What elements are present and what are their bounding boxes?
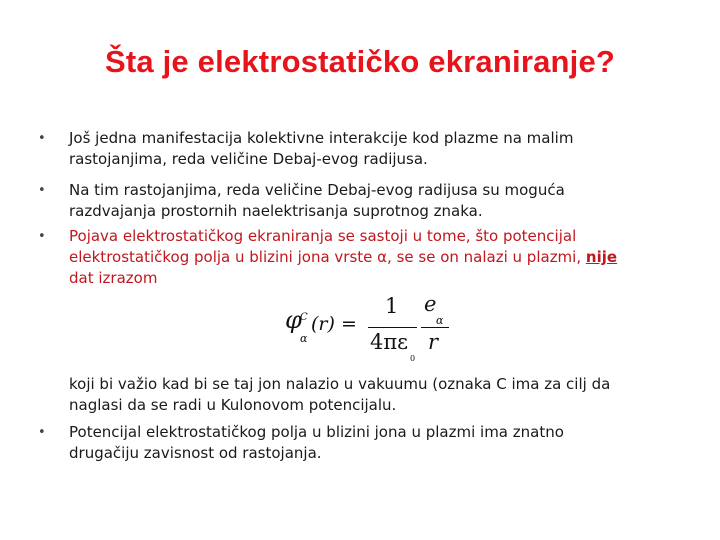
formula-denominator-sub: 0	[410, 354, 416, 363]
bullet-line: dat izrazom	[69, 269, 158, 287]
bullet-line: Još jedna manifestacija kolektivne interakcije kod plazme na malim	[69, 129, 574, 147]
formula-phi: φ	[285, 306, 302, 334]
fraction-bar	[368, 327, 417, 328]
emphasis-nije: nije	[585, 248, 618, 266]
bullet-line: koji bi važio kad bi se taj jon nalazio u vakuumu (oznaka C ima za cilj da	[69, 375, 611, 393]
continuation-text	[69, 374, 669, 416]
bullet-line: drugačiju zavisnost od rastojanja.	[69, 444, 322, 462]
formula-sub: α	[300, 332, 308, 345]
formula-numerator-e-sub: α	[436, 314, 444, 327]
slide-title: Šta je elektrostatičko ekraniranje?	[104, 44, 616, 79]
formula-numerator-1: 1	[385, 294, 399, 318]
bullet-dot: •	[38, 425, 46, 440]
formula-denominator: 4πε	[370, 330, 409, 354]
bullet-line: razdvajanja prostornih naelektrisanja suprotnog znaka.	[69, 202, 483, 220]
bullet-line: Potencijal elektrostatičkog polja u blizini jona u plazmi ima znatno	[69, 423, 564, 441]
bullet-dot: •	[38, 131, 46, 146]
coulomb-potential-formula	[285, 292, 465, 363]
fraction-bar	[421, 327, 449, 328]
bullet-line: Pojava elektrostatičkog ekraniranja se sastoji u tome, što potencijal	[69, 227, 577, 245]
formula-arg: (r) =	[311, 313, 357, 335]
formula-sup: C	[300, 312, 308, 323]
bullet-dot: •	[38, 183, 46, 198]
formula-numerator-e: e	[424, 292, 437, 316]
bullet-dot: •	[38, 229, 46, 244]
bullet-line: Na tim rastojanjima, reda veličine Debaj-evog radijusa su moguća	[69, 181, 565, 199]
bullet-line: naglasi da se radi u Kulonovom potencijalu.	[69, 396, 397, 414]
bullet-line-part: elektrostatičkog polja u blizini jona vrste α, se se on nalazi u plazmi,	[69, 248, 586, 266]
bullet-line: rastojanjima, reda veličine Debaj-evog radijusa.	[69, 150, 428, 168]
formula-denominator-r: r	[428, 330, 439, 354]
